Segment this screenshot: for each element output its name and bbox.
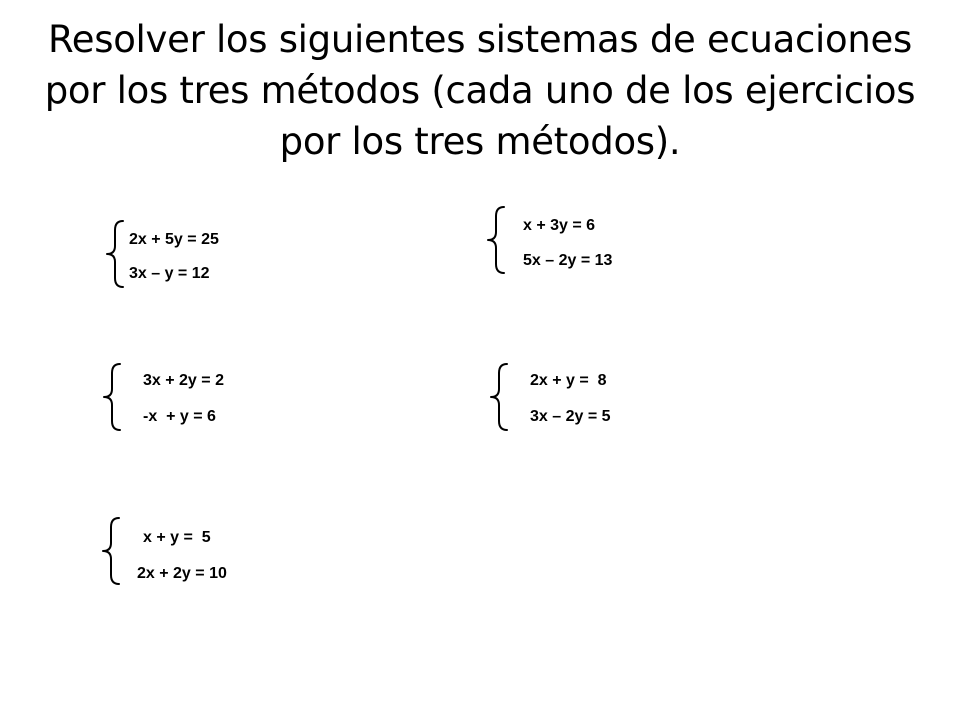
curly-brace-icon <box>99 516 123 586</box>
equation-5b: 2x + 2y = 10 <box>137 565 227 582</box>
equation-1b: 3x – y = 12 <box>129 265 210 282</box>
title-line-3: por los tres métodos). <box>279 120 681 163</box>
curly-brace-icon <box>487 362 511 432</box>
equation-5a: x + y = 5 <box>143 529 211 546</box>
curly-brace-icon <box>100 362 124 432</box>
equation-4b: 3x – 2y = 5 <box>530 408 611 425</box>
equation-3a: 3x + 2y = 2 <box>143 372 224 389</box>
curly-brace-icon <box>484 205 508 275</box>
title-line-1: Resolver los siguientes sistemas de ecuaciones <box>48 18 912 61</box>
equation-4a: 2x + y = 8 <box>530 372 607 389</box>
slide-title <box>40 14 920 167</box>
equation-3b: -x + y = 6 <box>143 408 216 425</box>
title-line-2: por los tres métodos (cada uno de los ejercicios <box>44 69 916 112</box>
equation-2a: x + 3y = 6 <box>523 217 596 234</box>
equation-1a: 2x + 5y = 25 <box>129 231 219 248</box>
curly-brace-icon <box>103 219 127 289</box>
equation-2b: 5x – 2y = 13 <box>523 252 613 269</box>
